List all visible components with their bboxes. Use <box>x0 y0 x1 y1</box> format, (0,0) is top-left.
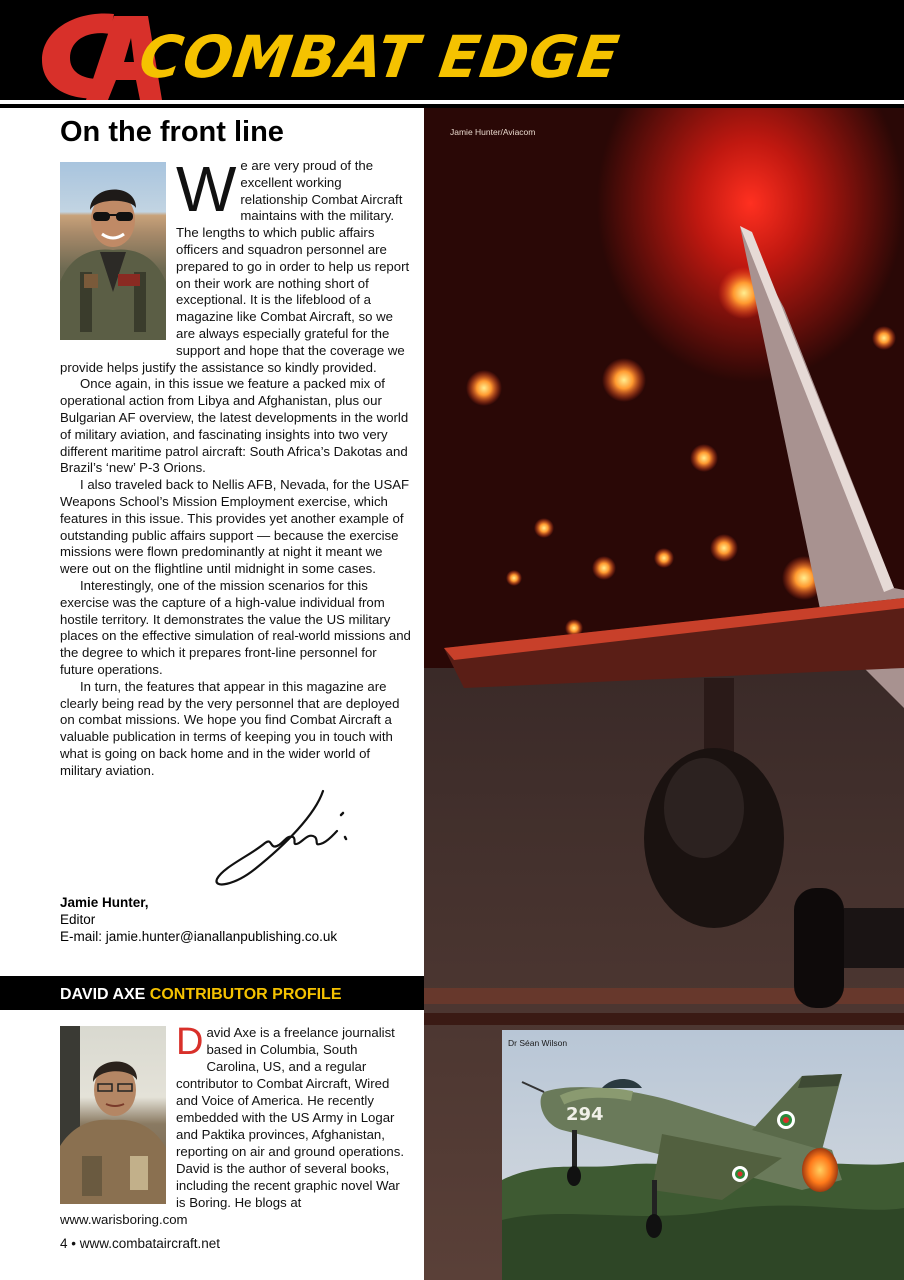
photo-credit-main: Jamie Hunter/Aviacom <box>450 127 536 137</box>
drop-cap: W <box>176 153 237 225</box>
editorial-paragraph: Interestingly, one of the mission scenarios for this exercise was the capture of a high-value individual from hostile territory. It demonstrates the value the US military places on the effective simulation of real-world missions and the degree to which it prepares front-line personnel for future operations. <box>60 577 411 677</box>
editor-signature <box>205 785 355 895</box>
contributor-label: CONTRIBUTOR PROFILE <box>149 986 342 1003</box>
inset-photo-mig21 <box>502 1030 904 1280</box>
photo-credit-inset: Dr Séan Wilson <box>508 1038 568 1048</box>
portrait-float-spacer <box>60 158 176 344</box>
contributor-heading <box>60 986 342 1004</box>
masthead-title: COMBAT EDGE <box>135 23 624 91</box>
contributor-bio-text: David Axe is a freelance journalist based in Columbia, South Carolina, US, and a regular contributor to Combat Aircraft, Wired and Voice of America. He recently embedded with the US Army in Logar and Paktika provinces, Afghanistan, reporting on air and ground operations. David is the author of several books, including the recent graphic novel War is Boring. He blogs at www.warisboring.com <box>60 1021 405 1227</box>
portrait-float-spacer <box>60 1024 176 1210</box>
drop-cap: D <box>176 1021 204 1063</box>
editorial-paragraph: In turn, the features that appear in this magazine are clearly being read by the very personnel that are deployed on combat missions. We hope you find Combat Aircraft a valuable publication in terms of keeping you in touch with what is going on back home and in the wider world of military aviation. <box>60 678 400 778</box>
editorial-paragraph: I also traveled back to Nellis AFB, Nevada, for the USAF Weapons School’s Mission Employment exercise, which features in this issue. This provides yet another example of outstanding public affairs support — because the exercise missions were flown predominantly at night it meant we were out on the flightline until midnight in some cases. <box>60 477 410 577</box>
page-title: On the front line <box>60 116 284 148</box>
editor-role: Editor <box>60 912 96 927</box>
page-folio: 4 • www.combataircraft.net <box>60 1236 221 1251</box>
editor-email[interactable]: E-mail: jamie.hunter@ianallanpublishing.co.uk <box>60 929 338 944</box>
contributor-name: DAVID AXE <box>60 986 146 1003</box>
editorial-body <box>60 153 412 779</box>
editorial-paragraph: We are very proud of the excellent working relationship Combat Aircraft maintains with the military. The lengths to which public affairs officers and squadron personnel are prepared to go in order to help us report on their work are nothing short of exceptional. It is the lifeblood of a magazine like Combat Aircraft, so we are always especially grateful for the support and hope that the coverage we provide helps justify the assistance so kindly provided. <box>60 153 410 375</box>
editorial-paragraph: Once again, in this issue we feature a packed mix of operational action from Libya and Afghanistan, plus our Bulgarian AF overview, the latest developments in the world of military aviation, and fascinating insights into two very different maritime patrol aircraft: South Africa’s Dakotas and Brazil’s ‘new’ P-3 Orions. <box>60 376 409 476</box>
editor-name: Jamie Hunter, <box>60 895 149 910</box>
tail-number: 294 <box>566 1104 604 1125</box>
contributor-bio <box>60 1021 410 1228</box>
